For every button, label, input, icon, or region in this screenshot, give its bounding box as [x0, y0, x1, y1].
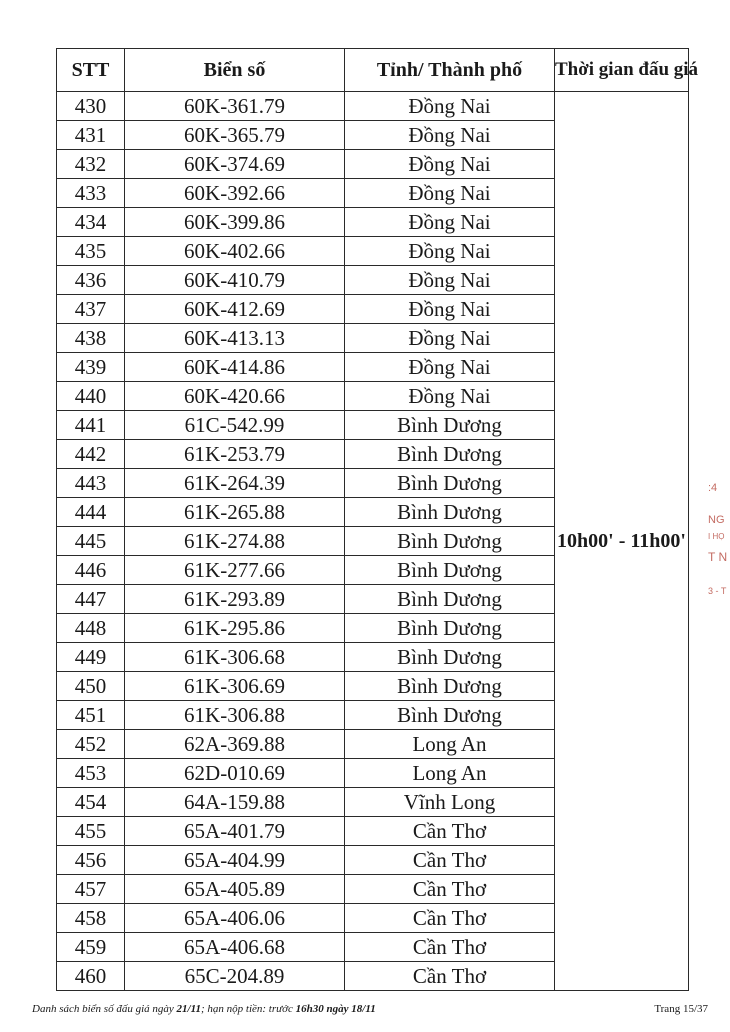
cell-province: Bình Dương	[345, 672, 555, 701]
cell-province: Đồng Nai	[345, 150, 555, 179]
cell-stt: 453	[57, 759, 125, 788]
cell-province: Đồng Nai	[345, 324, 555, 353]
cell-province: Đồng Nai	[345, 382, 555, 411]
table-row	[57, 92, 689, 121]
cell-province: Cần Thơ	[345, 904, 555, 933]
cell-stt: 447	[57, 585, 125, 614]
cell-province: Đồng Nai	[345, 208, 555, 237]
page-footer	[32, 1003, 708, 1015]
cell-plate: 60K-392.66	[125, 179, 345, 208]
cell-plate: 61K-293.89	[125, 585, 345, 614]
cell-province: Bình Dương	[345, 469, 555, 498]
cell-province: Đồng Nai	[345, 92, 555, 121]
cell-stt: 443	[57, 469, 125, 498]
cell-province: Đồng Nai	[345, 295, 555, 324]
cell-plate: 60K-420.66	[125, 382, 345, 411]
footer-text-2: ; hạn nộp tiền: trước	[200, 1003, 296, 1015]
cell-stt: 436	[57, 266, 125, 295]
cell-province: Bình Dương	[345, 440, 555, 469]
cell-province: Bình Dương	[345, 556, 555, 585]
cell-plate: 60K-412.69	[125, 295, 345, 324]
cell-plate: 61C-542.99	[125, 411, 345, 440]
cell-stt: 431	[57, 121, 125, 150]
cell-province: Đồng Nai	[345, 266, 555, 295]
cell-plate: 61K-274.88	[125, 527, 345, 556]
cell-province: Bình Dương	[345, 701, 555, 730]
cell-plate: 60K-399.86	[125, 208, 345, 237]
cell-stt: 435	[57, 237, 125, 266]
cell-plate: 60K-374.69	[125, 150, 345, 179]
cell-stt: 440	[57, 382, 125, 411]
cell-stt: 449	[57, 643, 125, 672]
auction-plate-list	[56, 48, 699, 991]
cell-plate: 60K-413.13	[125, 324, 345, 353]
cell-stt: 460	[57, 962, 125, 991]
cell-province: Đồng Nai	[345, 179, 555, 208]
cell-plate: 65A-406.06	[125, 904, 345, 933]
stamp-line: T N	[708, 550, 728, 564]
cell-plate: 60K-365.79	[125, 121, 345, 150]
header-plate: Biển số	[125, 49, 345, 92]
cell-stt: 452	[57, 730, 125, 759]
cell-province: Cần Thơ	[345, 933, 555, 962]
cell-plate: 65A-404.99	[125, 846, 345, 875]
stamp-line: NG	[708, 514, 725, 526]
cell-province: Bình Dương	[345, 585, 555, 614]
cell-plate: 65A-401.79	[125, 817, 345, 846]
cell-plate: 61K-253.79	[125, 440, 345, 469]
cell-stt: 439	[57, 353, 125, 382]
red-stamp-fragment	[704, 470, 730, 610]
cell-stt: 450	[57, 672, 125, 701]
cell-stt: 430	[57, 92, 125, 121]
cell-province: Cần Thơ	[345, 875, 555, 904]
stamp-line: I HỌ	[708, 532, 725, 541]
footer-date: 21/11	[176, 1003, 201, 1015]
cell-province: Bình Dương	[345, 643, 555, 672]
auction-time-cell: 10h00' - 11h00'	[555, 92, 689, 991]
cell-plate: 60K-410.79	[125, 266, 345, 295]
cell-stt: 432	[57, 150, 125, 179]
footer-deadline: 16h30 ngày 18/11	[295, 1003, 376, 1015]
header-stt: STT	[57, 49, 125, 92]
cell-stt: 455	[57, 817, 125, 846]
cell-stt: 457	[57, 875, 125, 904]
cell-province: Bình Dương	[345, 498, 555, 527]
cell-stt: 454	[57, 788, 125, 817]
cell-plate: 62D-010.69	[125, 759, 345, 788]
cell-plate: 61K-295.86	[125, 614, 345, 643]
cell-province: Long An	[345, 759, 555, 788]
cell-stt: 451	[57, 701, 125, 730]
footer-text-1: Danh sách biển số đấu giá ngày	[32, 1003, 177, 1015]
cell-stt: 437	[57, 295, 125, 324]
cell-province: Đồng Nai	[345, 121, 555, 150]
page-number: Trang 15/37	[654, 1003, 708, 1015]
cell-plate: 62A-369.88	[125, 730, 345, 759]
cell-stt: 445	[57, 527, 125, 556]
cell-province: Đồng Nai	[345, 237, 555, 266]
cell-province: Long An	[345, 730, 555, 759]
cell-province: Bình Dương	[345, 411, 555, 440]
cell-province: Đồng Nai	[345, 353, 555, 382]
cell-plate: 60K-414.86	[125, 353, 345, 382]
cell-plate: 65C-204.89	[125, 962, 345, 991]
cell-province: Cần Thơ	[345, 846, 555, 875]
cell-plate: 61K-277.66	[125, 556, 345, 585]
cell-plate: 64A-159.88	[125, 788, 345, 817]
cell-province: Vĩnh Long	[345, 788, 555, 817]
cell-plate: 65A-405.89	[125, 875, 345, 904]
header-auction-time: Thời gian đấu giá	[555, 49, 689, 92]
cell-stt: 456	[57, 846, 125, 875]
cell-province: Cần Thơ	[345, 817, 555, 846]
cell-plate: 61K-306.88	[125, 701, 345, 730]
cell-stt: 433	[57, 179, 125, 208]
cell-plate: 60K-402.66	[125, 237, 345, 266]
cell-plate: 65A-406.68	[125, 933, 345, 962]
cell-stt: 444	[57, 498, 125, 527]
cell-stt: 441	[57, 411, 125, 440]
cell-province: Cần Thơ	[345, 962, 555, 991]
cell-stt: 459	[57, 933, 125, 962]
cell-province: Bình Dương	[345, 527, 555, 556]
cell-stt: 438	[57, 324, 125, 353]
cell-plate: 60K-361.79	[125, 92, 345, 121]
stamp-line: 3 - T	[708, 586, 727, 596]
cell-stt: 448	[57, 614, 125, 643]
header-province: Tỉnh/ Thành phố	[345, 49, 555, 92]
cell-stt: 442	[57, 440, 125, 469]
cell-plate: 61K-264.39	[125, 469, 345, 498]
cell-stt: 458	[57, 904, 125, 933]
cell-stt: 446	[57, 556, 125, 585]
stamp-line: :4	[708, 482, 718, 494]
cell-stt: 434	[57, 208, 125, 237]
cell-plate: 61K-265.88	[125, 498, 345, 527]
table-body	[57, 92, 689, 991]
cell-plate: 61K-306.69	[125, 672, 345, 701]
plate-table	[56, 48, 699, 991]
header-row	[57, 49, 689, 92]
cell-province: Bình Dương	[345, 614, 555, 643]
cell-plate: 61K-306.68	[125, 643, 345, 672]
